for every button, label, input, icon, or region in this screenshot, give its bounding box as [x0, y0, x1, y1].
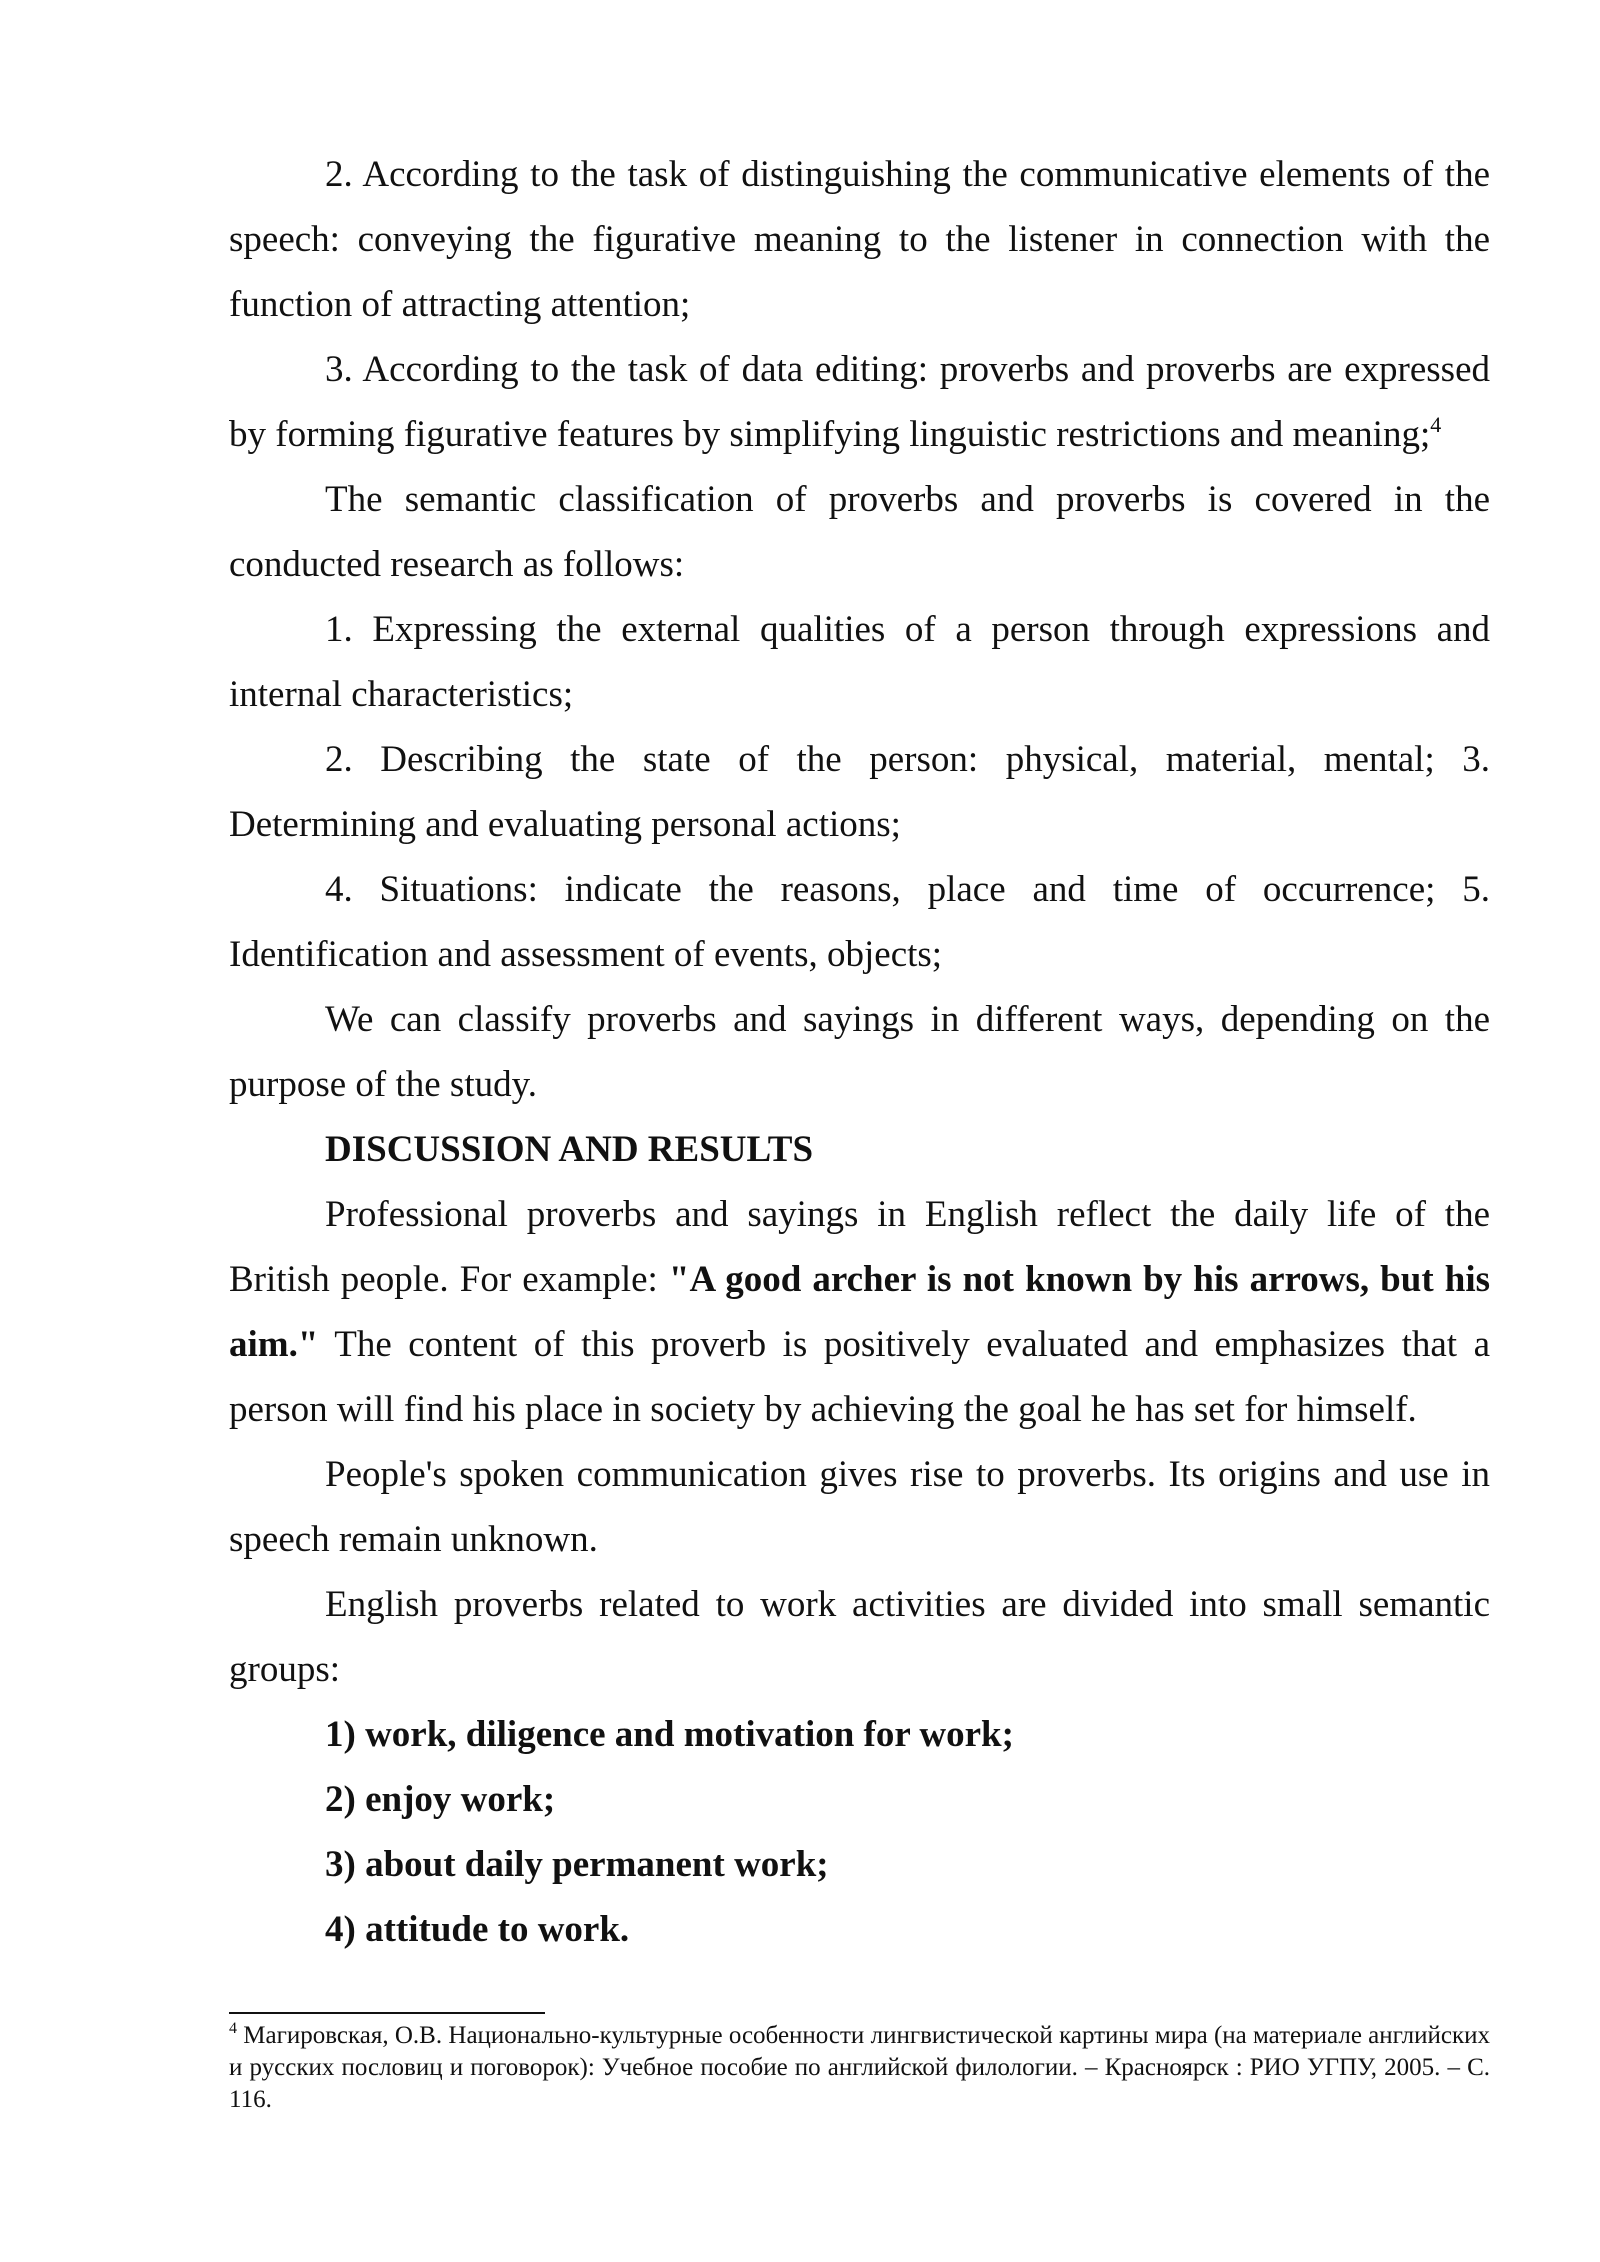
paragraph-semantic-groups: English proverbs related to work activities are divided into small semantic groups:	[229, 1584, 1490, 1690]
paragraph-professional-proverbs-start: Professional proverbs and sayings in English reflect the daily life of the British people. For example:	[229, 1194, 1490, 1300]
section-heading: DISCUSSION AND RESULTS	[325, 1129, 814, 1170]
paragraph-situations: 4. Situations: indicate the reasons, place and time of occurrence; 5. Identification and assessment of events, objects;	[229, 869, 1490, 975]
proverb-quote: "A good archer is not known by his arrows, but his aim."	[229, 1259, 1490, 1365]
paragraph-professional-proverbs-end: The content of this proverb is positively evaluated and emphasizes that a person will find his place in society by achieving the goal he has set for himself.	[229, 1324, 1490, 1430]
footnote-divider	[229, 2012, 545, 2014]
footnote-reference: 4	[1430, 412, 1442, 437]
footnote-text: Магировская, О.В. Национально-культурные особенности лингвистической картины мира (на материале английских и русских пословиц и поговорок): Учебное пособие по английской филологии. – Красноярск : РИО УГПУ, 2005. – С. 116.	[229, 2022, 1490, 2113]
list-item: 3) about daily permanent work;	[325, 1844, 829, 1885]
paragraph-semantic-classification: The semantic classification of proverbs and proverbs is covered in the conducted research as follows:	[229, 479, 1490, 585]
paragraph-professional-proverbs	[229, 1182, 1490, 1442]
paragraph-external-qualities: 1. Expressing the external qualities of a person through expressions and internal characteristics;	[229, 609, 1490, 715]
paragraph-spoken-communication: People's spoken communication gives rise to proverbs. Its origins and use in speech remain unknown.	[229, 1454, 1490, 1560]
paragraph-communicative-elements: 2. According to the task of distinguishing the communicative elements of the speech: conveying the figurative meaning to the listener in connection with the function of attracting attention;	[229, 154, 1490, 325]
list-item: 1) work, diligence and motivation for work;	[325, 1714, 1014, 1755]
paragraph-data-editing-text: 3. According to the task of data editing: proverbs and proverbs are expressed by forming figurative features by simplifying linguistic restrictions and meaning;	[229, 349, 1490, 455]
paragraph-data-editing	[229, 337, 1490, 467]
list-item: 4) attitude to work.	[325, 1909, 630, 1950]
footnote	[229, 2020, 1490, 2116]
list-item: 2) enjoy work;	[325, 1779, 556, 1820]
document-body	[229, 142, 1490, 1962]
footnote-number: 4	[229, 2020, 237, 2037]
paragraph-state-of-person: 2. Describing the state of the person: physical, material, mental; 3. Determining and evaluating personal actions;	[229, 739, 1490, 845]
paragraph-classify-ways: We can classify proverbs and sayings in different ways, depending on the purpose of the study.	[229, 999, 1490, 1105]
